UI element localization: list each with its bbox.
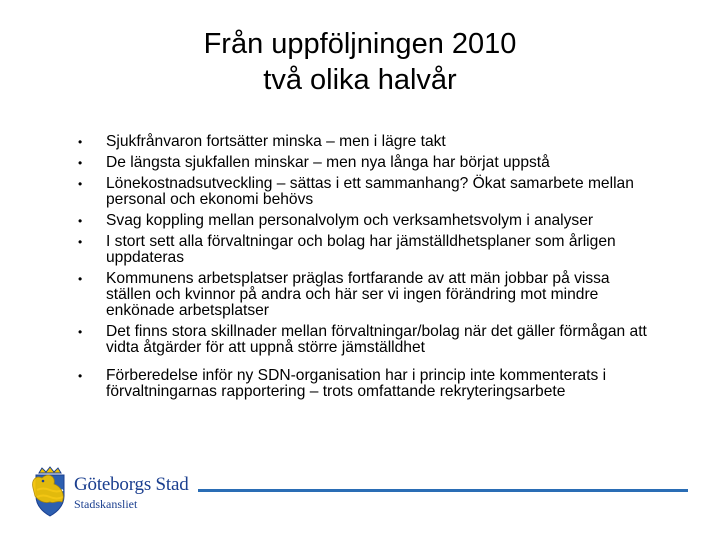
bullet-text: De längsta sjukfallen minskar – men nya långa har börjat uppstå [106, 154, 550, 171]
bullet-text: I stort sett alla förvaltningar och bolag har jämställdhetsplaner som årligen uppdateras [106, 233, 616, 266]
bullet-item [78, 176, 658, 208]
slide-title-line-2: två olika halvår [263, 64, 457, 96]
bullet-dot: • [78, 177, 83, 191]
slide-title [0, 26, 720, 98]
gothenburg-coat-of-arms-icon [30, 466, 70, 518]
bullet-dot: • [78, 135, 83, 149]
logo-name: Göteborgs Stad [74, 474, 189, 495]
logo-subtitle: Stadskansliet [74, 497, 138, 511]
bullet-text: Kommunens arbetsplatser präglas fortfarande av att män jobbar på vissa ställen och kvinnor på andra och här ser vi ingen förändring mot mindre enkönade arbetsplatser [106, 270, 610, 319]
bullet-text: Lönekostnadsutveckling – sättas i ett sammanhang? Ökat samarbete mellan personal och ekonomi behövs [106, 175, 634, 208]
bullet-dot: • [78, 272, 83, 286]
bullet-item [78, 134, 658, 150]
bullet-item [78, 271, 658, 319]
bullet-text: Förberedelse inför ny SDN-organisation har i princip inte kommenterats i förvaltningarnas rapportering – trots omfattande rekryteringsarbete [106, 367, 607, 400]
bullet-dot: • [78, 156, 83, 170]
bullet-dot: • [78, 325, 83, 339]
goteborgs-stad-logo [30, 466, 190, 518]
bullet-dot: • [78, 235, 83, 249]
bullet-item [78, 155, 658, 171]
bullet-text: Det finns stora skillnader mellan förvaltningar/bolag när det gäller förmågan att vidta åtgärder för att uppnå större jämställdhet [106, 323, 647, 356]
bullet-text: Sjukfrånvaron fortsätter minska – men i lägre takt [106, 133, 446, 150]
bullet-dot: • [78, 369, 83, 383]
bullet-list [78, 134, 658, 405]
footer-rule [198, 489, 688, 492]
bullet-text: Svag koppling mellan personalvolym och verksamhetsvolym i analyser [106, 212, 594, 229]
bullet-dot: • [78, 214, 83, 228]
bullet-item [78, 368, 658, 400]
bullet-item [78, 234, 658, 266]
bullet-item [78, 213, 658, 229]
slide-title-line-1: Från uppföljningen 2010 [203, 28, 517, 60]
bullet-item [78, 324, 658, 356]
